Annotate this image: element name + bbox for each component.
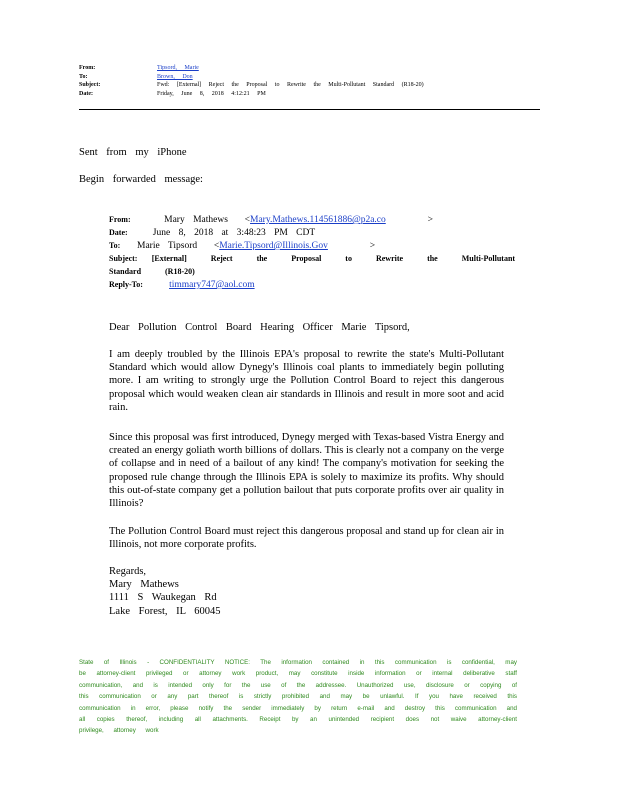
forwarded-to-name: Marie Tipsord [137,241,198,251]
forwarded-replyto-label: Reply-To: [109,280,143,289]
begin-forwarded-line: Begin forwarded message: [79,174,203,185]
forwarded-subject-value-line2: Standard (R18-20) [109,267,195,276]
header-date-label: Date: [79,90,93,97]
forwarded-subject-row [109,252,516,265]
forwarded-from-row: From: Mary Mathews <Mary.Mathews.114561886@p2a.co > [109,215,433,225]
forwarded-header [109,213,516,291]
header-to-value[interactable]: Brown, Don [157,73,193,80]
forwarded-to-email[interactable]: Marie.Tipsord@Illinois.Gov [219,241,328,251]
forwarded-from-email[interactable]: Mary.Mathews.114561886@p2a.co [250,215,386,225]
header-to-label: To: [79,73,88,80]
forwarded-from-label: From: [109,215,131,224]
forwarded-to-label: To: [109,241,121,250]
header-from-value[interactable]: Tipsord, Marie [157,65,199,71]
sent-from-line: Sent from my iPhone [79,147,187,158]
forwarded-subject-value-line1: [External] Reject the Proposal to Rewrite the Multi-Pollutant [151,254,516,263]
header-divider [79,109,540,110]
forwarded-subject-row-2 [109,265,509,278]
forwarded-to-row: To: Marie Tipsord <Marie.Tipsord@Illinois.Gov > [109,241,376,251]
forwarded-replyto-email[interactable]: timmary747@aol.com [169,280,255,290]
forwarded-date-label: Date: [109,228,128,237]
confidentiality-notice: State of Illinois - CONFIDENTIALITY NOTICE: The information contained in this communication is confidential, may be attorney-client privileged or attorney work product, may constitute inside information or internal deliberative staff communication, and is intended only for the use of the addressee. Unauthorized use, disclosure or copying of this communication or any part thereof is strictly prohibited and may be unlawful. If you have received this communication in error, please notify the sender immediately by return e-mail and destroy this communication and all copies thereof, including all attachments. Receipt by an unintended recipient does not waive attorney-client privilege, attorney work [79,659,517,735]
letter-paragraph-2: Since this proposal was first introduced, Dynegy merged with Texas-based Vistra Energy and created an energy goliath worth billions of dollars. This is clearly not a company on the verge of collapse and in need of a bailout of any kind! The company's motivation for seeking the proposed rule change through the Illinois EPA is solely to maximize its profits. Why should this out-of-state company get a pollution bailout that puts corporate profits over air quality in Illinois? [109,432,504,510]
header-subject-value: Fwd: [External] Reject the Proposal to Rewrite the Multi-Pollutant Standard (R18-20) [157,82,424,89]
signature-address-line-1: 1111 S Waukegan Rd [109,592,217,604]
header-from-label: From: [79,65,96,71]
letter-paragraph-1: I am deeply troubled by the Illinois EPA's proposal to rewrite the state's Multi-Pollutant Standard which would allow Dynegy's Illinois coal plants to immediately begin polluting more. I am writing to strongly urge the Pollution Control Board to reject this dangerous proposal which would weaken clean air standards in Illinois and result in more soot and acid rain. [109,349,504,413]
signature-name: Mary Mathews [109,579,179,591]
forwarded-date-row [109,226,509,239]
letter-paragraph-3: The Pollution Control Board must reject this dangerous proposal and stand up for clean air in Illinois, not more corporate profits. [109,526,504,551]
letter-closing: Regards, [109,566,147,577]
header-date-value: Friday, June 8, 2018 4:12:21 PM [157,90,266,97]
forwarded-subject-label: Subject: [109,254,138,263]
header-subject-label: Subject: [79,82,101,89]
signature-address-line-2: Lake Forest, IL 60045 [109,605,221,617]
forwarded-date-value: June 8, 2018 at 3:48:23 PM CDT [152,228,316,238]
letter-signature [109,565,504,618]
letter-greeting: Dear Pollution Control Board Hearing Officer Marie Tipsord, [109,322,410,333]
forwarded-from-name: Mary Mathews [164,215,228,225]
forwarded-replyto-row [109,278,509,291]
